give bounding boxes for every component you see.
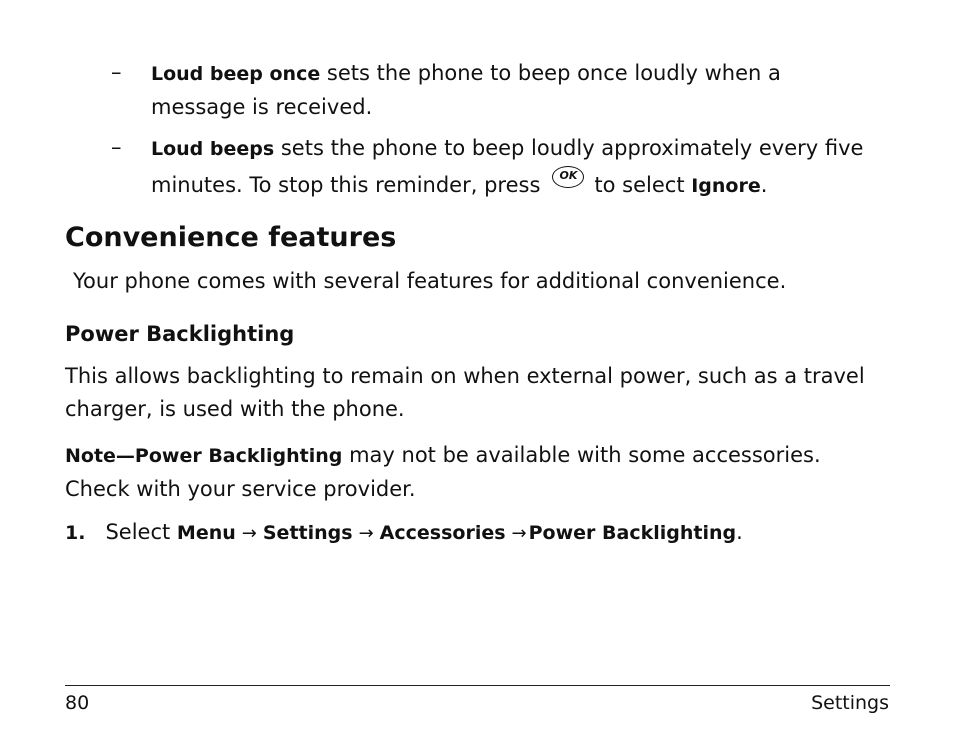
arrow-icon: → <box>241 523 257 544</box>
note: Note—Power Backlighting may not be available with some accessories. Check with your service provider. <box>65 443 821 501</box>
section-title: Convenience features <box>65 222 397 253</box>
list-item-loud-beep-once: Loud beep once sets the phone to beep once loudly when a message is received. <box>151 61 781 119</box>
menu-path-item: Accessories <box>379 522 506 544</box>
option-name: Loud beep once <box>151 63 321 85</box>
arrow-icon: → <box>511 523 527 544</box>
page-number: 80 <box>65 692 90 714</box>
menu-path-item: Settings <box>262 522 353 544</box>
menu-path-item: Power Backlighting <box>528 522 737 544</box>
step-number: 1. <box>65 522 86 544</box>
footer-rule <box>65 685 890 686</box>
list-item-loud-beeps: Loud beeps sets the phone to beep loudly approximately every five minutes. To stop this reminder, press OK to select Ignore. <box>151 136 864 197</box>
arrow-icon: → <box>358 523 374 544</box>
list-dash: – <box>111 60 122 84</box>
option-name: Loud beeps <box>151 138 275 160</box>
ok-key-icon: OK <box>552 166 584 188</box>
note-label: Note—Power Backlighting <box>65 445 343 467</box>
subsection-title: Power Backlighting <box>65 322 295 346</box>
menu-path-item: Menu <box>176 522 236 544</box>
step-1: 1. Select Menu → Settings → Accessories → Power Backlighting. <box>65 520 743 544</box>
list-dash: – <box>111 135 122 159</box>
ignore-label: Ignore <box>691 175 761 197</box>
section-intro: Your phone comes with several features for additional convenience. <box>73 269 787 293</box>
footer-section: Settings <box>811 692 889 714</box>
subsection-body: This allows backlighting to remain on when external power, such as a travel charger, is used with the phone. <box>65 364 865 421</box>
